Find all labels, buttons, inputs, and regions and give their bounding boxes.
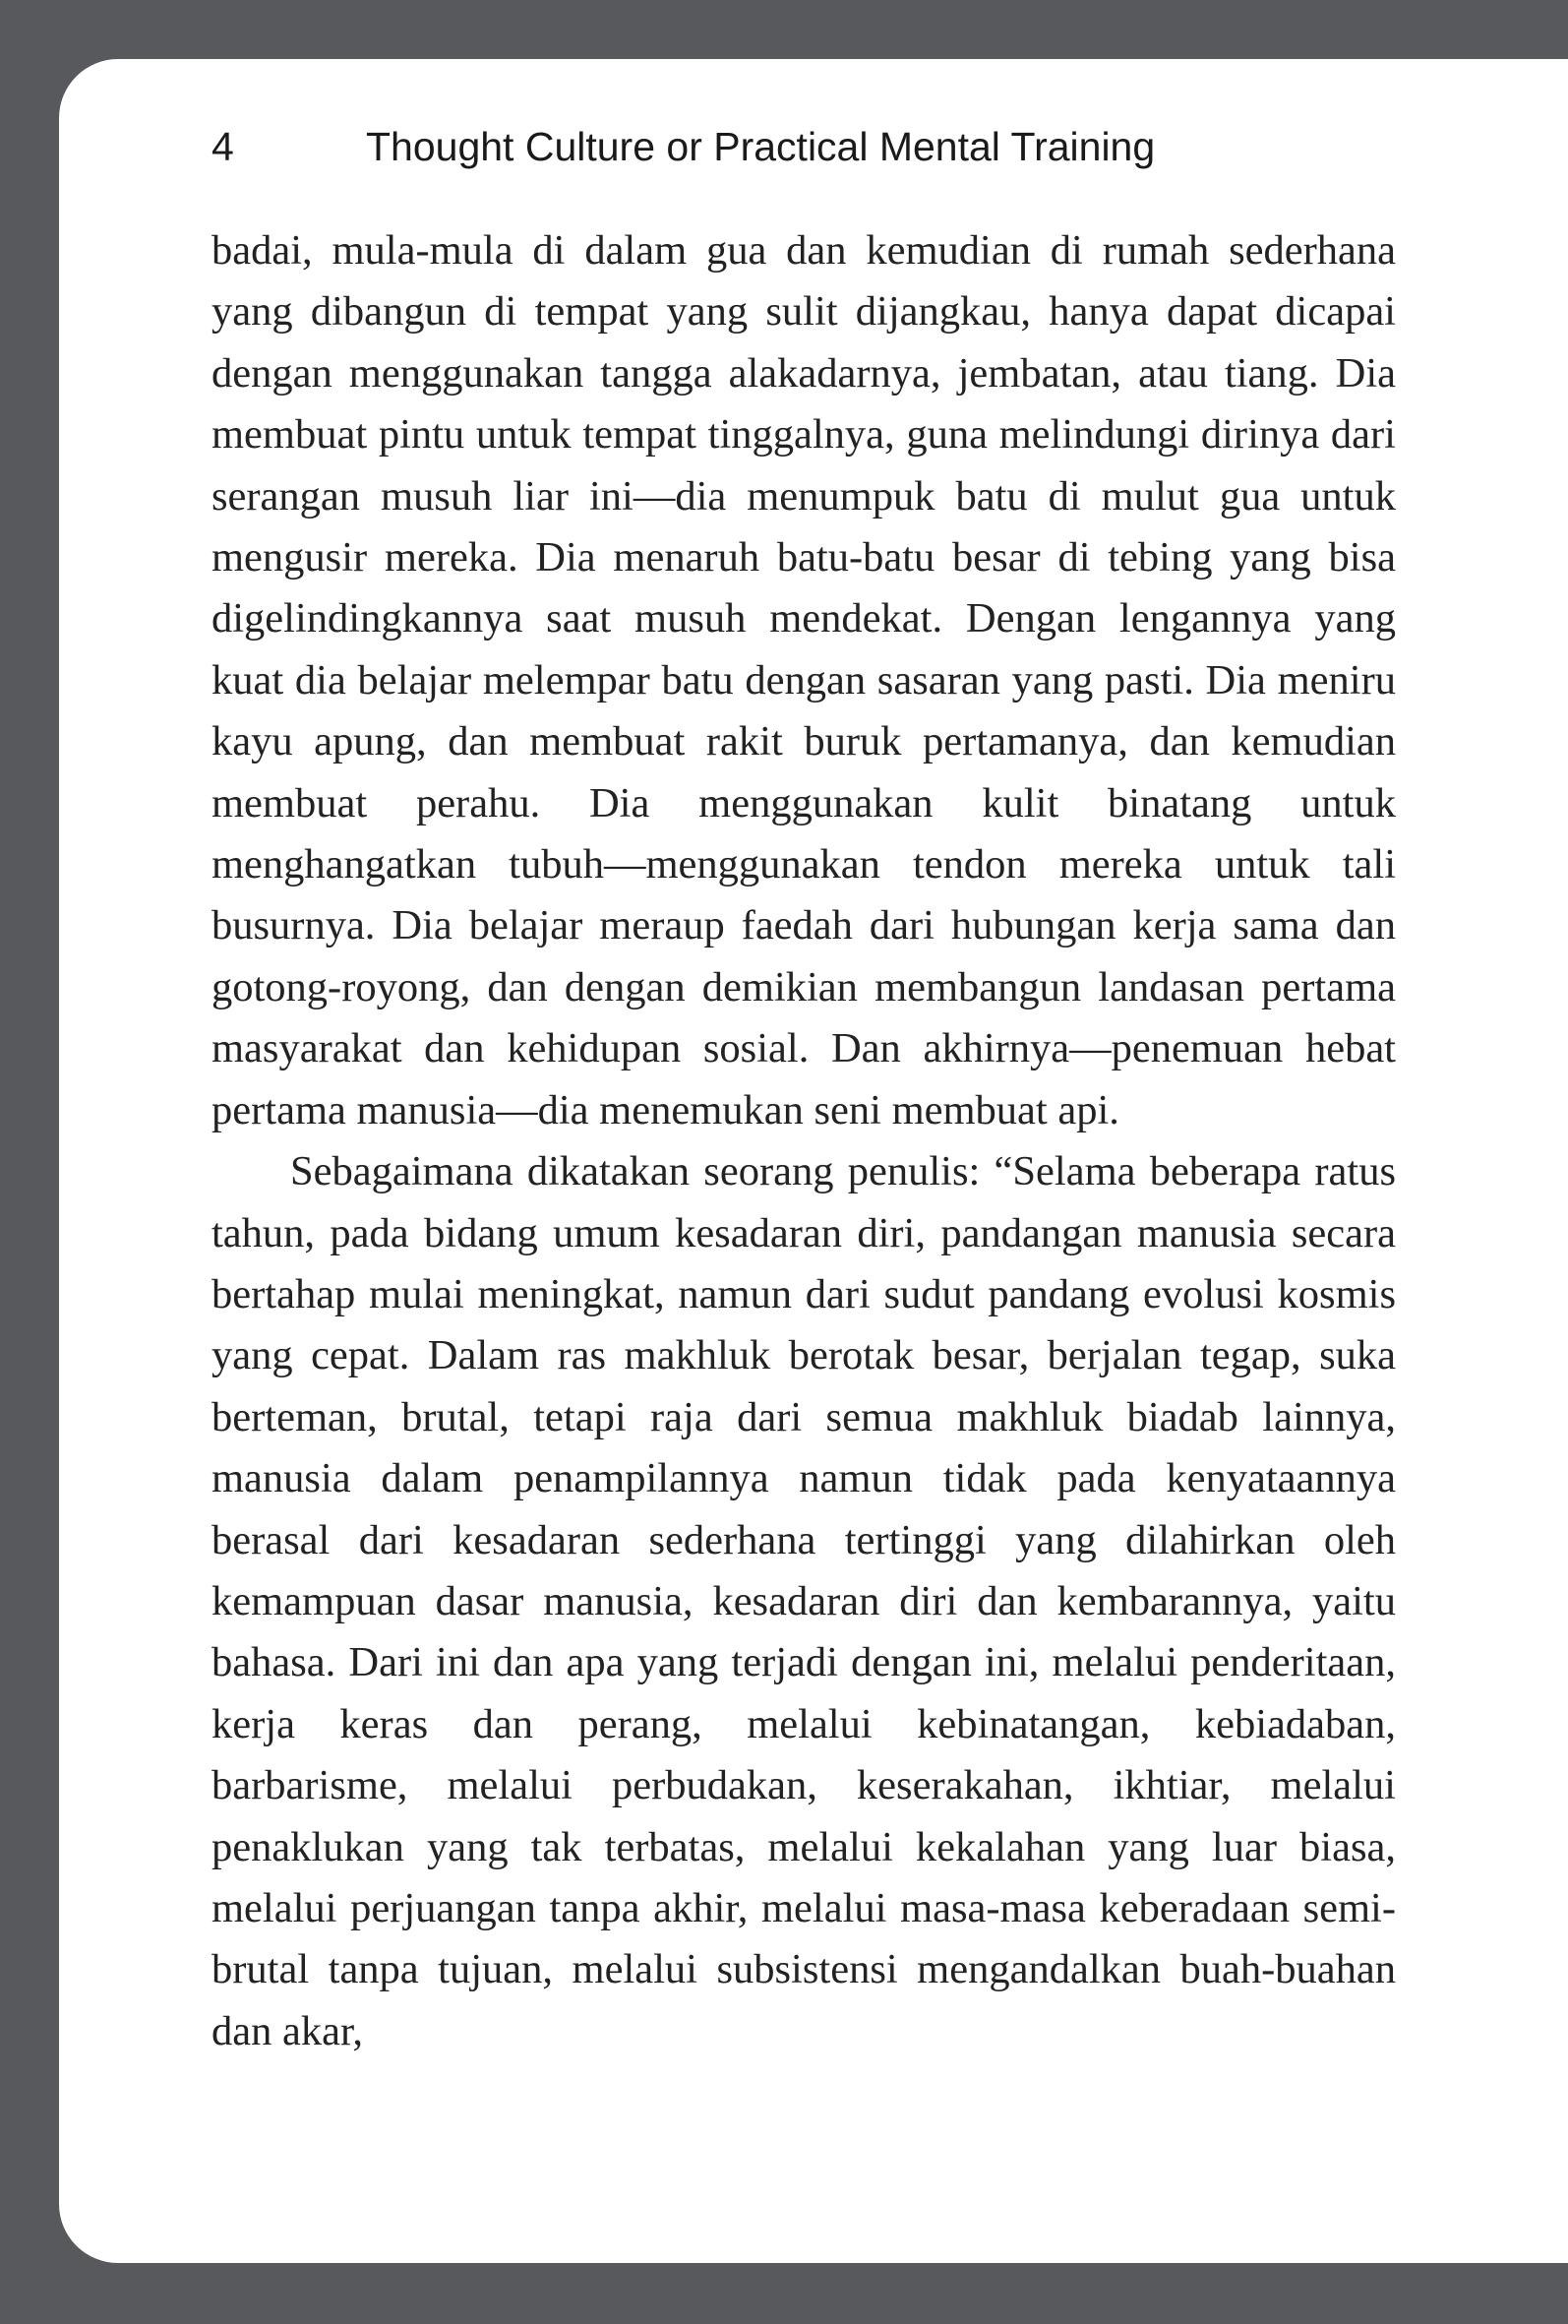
body-text [211,220,1396,2062]
paragraph: badai, mula-mula di dalam gua dan kemudian di rumah sederhana yang dibangun di tempat yang sulit dijangkau, hanya dapat dicapai dengan menggunakan tangga alakadarnya, jembatan, atau tiang. Dia membuat pintu untuk tempat tinggalnya, guna melindungi dirinya dari serangan musuh liar ini—dia menumpuk batu di mulut gua untuk mengusir mereka. Dia menaruh batu-batu besar di tebing yang bisa digelindingkannya saat musuh mendekat. Dengan lengannya yang kuat dia belajar melempar batu dengan sasaran yang pasti. Dia meniru kayu apung, dan membuat rakit buruk pertamanya, dan kemudian membuat perahu. Dia menggunakan kulit binatang untuk menghangatkan tubuh—menggunakan tendon mereka untuk tali busurnya. Dia belajar meraup faedah dari hubungan kerja sama dan gotong-royong, dan dengan demikian membangun landasan pertama masyarakat dan kehidupan sosial. Dan akhirnya—penemuan hebat pertama manusia—dia menemukan seni membuat api. [211,227,1396,1133]
page-number: 4 [211,124,234,169]
paragraph: Sebagaimana dikatakan seorang penulis: “Selama beberapa ratus tahun, pada bidang umum kesadaran diri, pandangan manusia secara bertahap mulai meningkat, namun dari sudut pandang evolusi kosmis yang cepat. Dalam ras makhluk berotak besar, berjalan tegap, suka berteman, brutal, tetapi raja dari semua makhluk biadab lainnya, manusia dalam penampilannya namun tidak pada kenyataannya berasal dari kesadaran sederhana tertinggi yang dilahirkan oleh kemampuan dasar manusia, kesadaran diri dan kembarannya, yaitu bahasa. Dari ini dan apa yang terjadi dengan ini, melalui penderitaan, kerja keras dan perang, melalui kebinatangan, kebiadaban, barbarisme, melalui perbudakan, keserakahan, ikhtiar, melalui penaklukan yang tak terbatas, melalui kekalahan yang luar biasa, melalui perjuangan tanpa akhir, melalui masa-masa keberadaan semi-brutal tanpa tujuan, melalui subsistensi mengandalkan buah-buahan dan akar, [211,1148,1396,2054]
running-title: Thought Culture or Practical Mental Training [366,124,1156,169]
page-header [59,108,1568,179]
book-page [59,59,1568,2263]
